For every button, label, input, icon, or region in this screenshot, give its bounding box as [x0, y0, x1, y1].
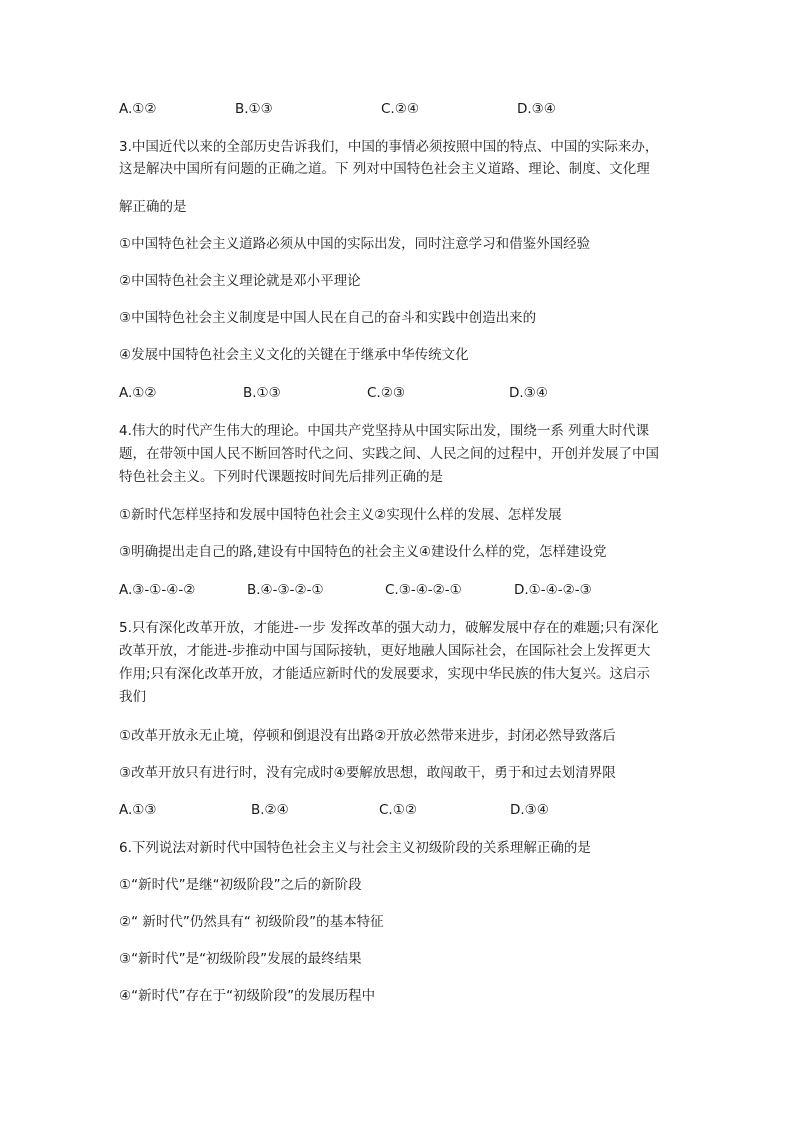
- q3-stem-line-3: 解正确的是: [119, 199, 187, 215]
- q5-stem-line-3: 作用;只有深化改革开放，才能适应新时代的发展要求，实现中华民族的伟大复兴。这启示: [119, 666, 651, 682]
- q5-stem-line-1: 5.只有深化改革开放，才能进-一步 发挥改革的强大动力，破解发展中存在的难题;只有深化: [119, 620, 659, 636]
- q4-stem-line-3: 特色社会主义。下列时代课题按时间先后排列正确的是: [119, 469, 443, 485]
- q3-statement-3: ③中国特色社会主义制度是中国人民在自己的奋斗和实践中创造出来的: [119, 310, 537, 326]
- q5-option-d: D.③④: [510, 802, 549, 818]
- q2-options: [119, 99, 719, 119]
- q5-statement-1: ①改革开放永无止境，停顿和倒退没有出路②开放必然带来进步，封闭必然导致落后: [119, 728, 616, 744]
- q6-statement-2: ②“ 新时代”仍然具有“ 初级阶段”的基本特征: [119, 914, 384, 930]
- q2-option-a: A.①②: [119, 101, 157, 117]
- q3-stem-line-1: 3.中国近代以来的全部历史告诉我们，中国的事情必须按照中国的特点、中国的实际来办，: [119, 139, 659, 155]
- q4-statement-1: ①新时代怎样坚持和发展中国特色社会主义②实现什么样的发展、怎样发展: [119, 507, 562, 523]
- q3-option-c: C.②③: [367, 385, 405, 401]
- q5-option-c: C.①②: [379, 802, 417, 818]
- q3-statement-1: ①中国特色社会主义道路必须从中国的实际出发，同时注意学习和借鉴外国经验: [119, 236, 591, 252]
- q3-stem-line-2: 这是解决中国所有问题的正确之道。下 列对中国特色社会主义道路、理论、制度、文化理: [119, 161, 650, 177]
- q6-statement-4: ④“新时代”存在于“初级阶段”的发展历程中: [119, 988, 376, 1004]
- q4-stem-line-2: 题，在带领中国人民不断回答时代之问、实践之间、人民之间的过程中，开创并发展了中国: [119, 446, 659, 462]
- q5-options: [119, 800, 719, 820]
- q4-option-d: D.①-④-②-③: [514, 582, 592, 598]
- q6-statement-3: ③“新时代”是“初级阶段”发展的最终结果: [119, 951, 362, 967]
- q2-option-c: C.②④: [381, 101, 419, 117]
- q3-option-d: D.③④: [509, 385, 548, 401]
- q6-stem-line-1: 6.下列说法对新时代中国特色社会主义与社会主义初级阶段的关系理解正确的是: [119, 840, 591, 856]
- q3-options: [119, 383, 719, 403]
- q5-option-a: A.①③: [119, 802, 157, 818]
- q4-statement-2: ③明确提出走自己的路,建设有中国特色的社会主义④建设什么样的党，怎样建设党: [119, 544, 607, 560]
- q3-statement-4: ④发展中国特色社会主义文化的关键在于继承中华传统文化: [119, 347, 469, 363]
- q5-stem-line-2: 改革开放，才能进-步推动中国与国际接轨，更好地融人国际社会，在国际社会上发挥更大: [119, 643, 651, 659]
- q3-option-a: A.①②: [119, 385, 157, 401]
- q5-stem-line-4: 我们: [119, 689, 146, 705]
- q4-option-c: C.③-④-②-①: [385, 582, 462, 598]
- q3-option-b: B.①③: [243, 385, 281, 401]
- q4-options: [119, 580, 719, 600]
- q3-statement-2: ②中国特色社会主义理论就是邓小平理论: [119, 273, 361, 289]
- q4-stem-line-1: 4.伟大的时代产生伟大的理论。中国共产党坚持从中国实际出发，围绕一系 列重大时代课: [119, 423, 650, 439]
- q4-option-b: B.④-③-②-①: [247, 582, 324, 598]
- q2-option-b: B.①③: [235, 101, 273, 117]
- q6-statement-1: ①“新时代”是继“初级阶段”之后的新阶段: [119, 877, 362, 893]
- q4-option-a: A.③-①-④-②: [119, 582, 196, 598]
- q2-option-d: D.③④: [517, 101, 556, 117]
- q5-option-b: B.②④: [251, 802, 289, 818]
- q5-statement-2: ③改革开放只有进行时，没有完成时④要解放思想，敢闯敢干，勇于和过去划清界限: [119, 765, 616, 781]
